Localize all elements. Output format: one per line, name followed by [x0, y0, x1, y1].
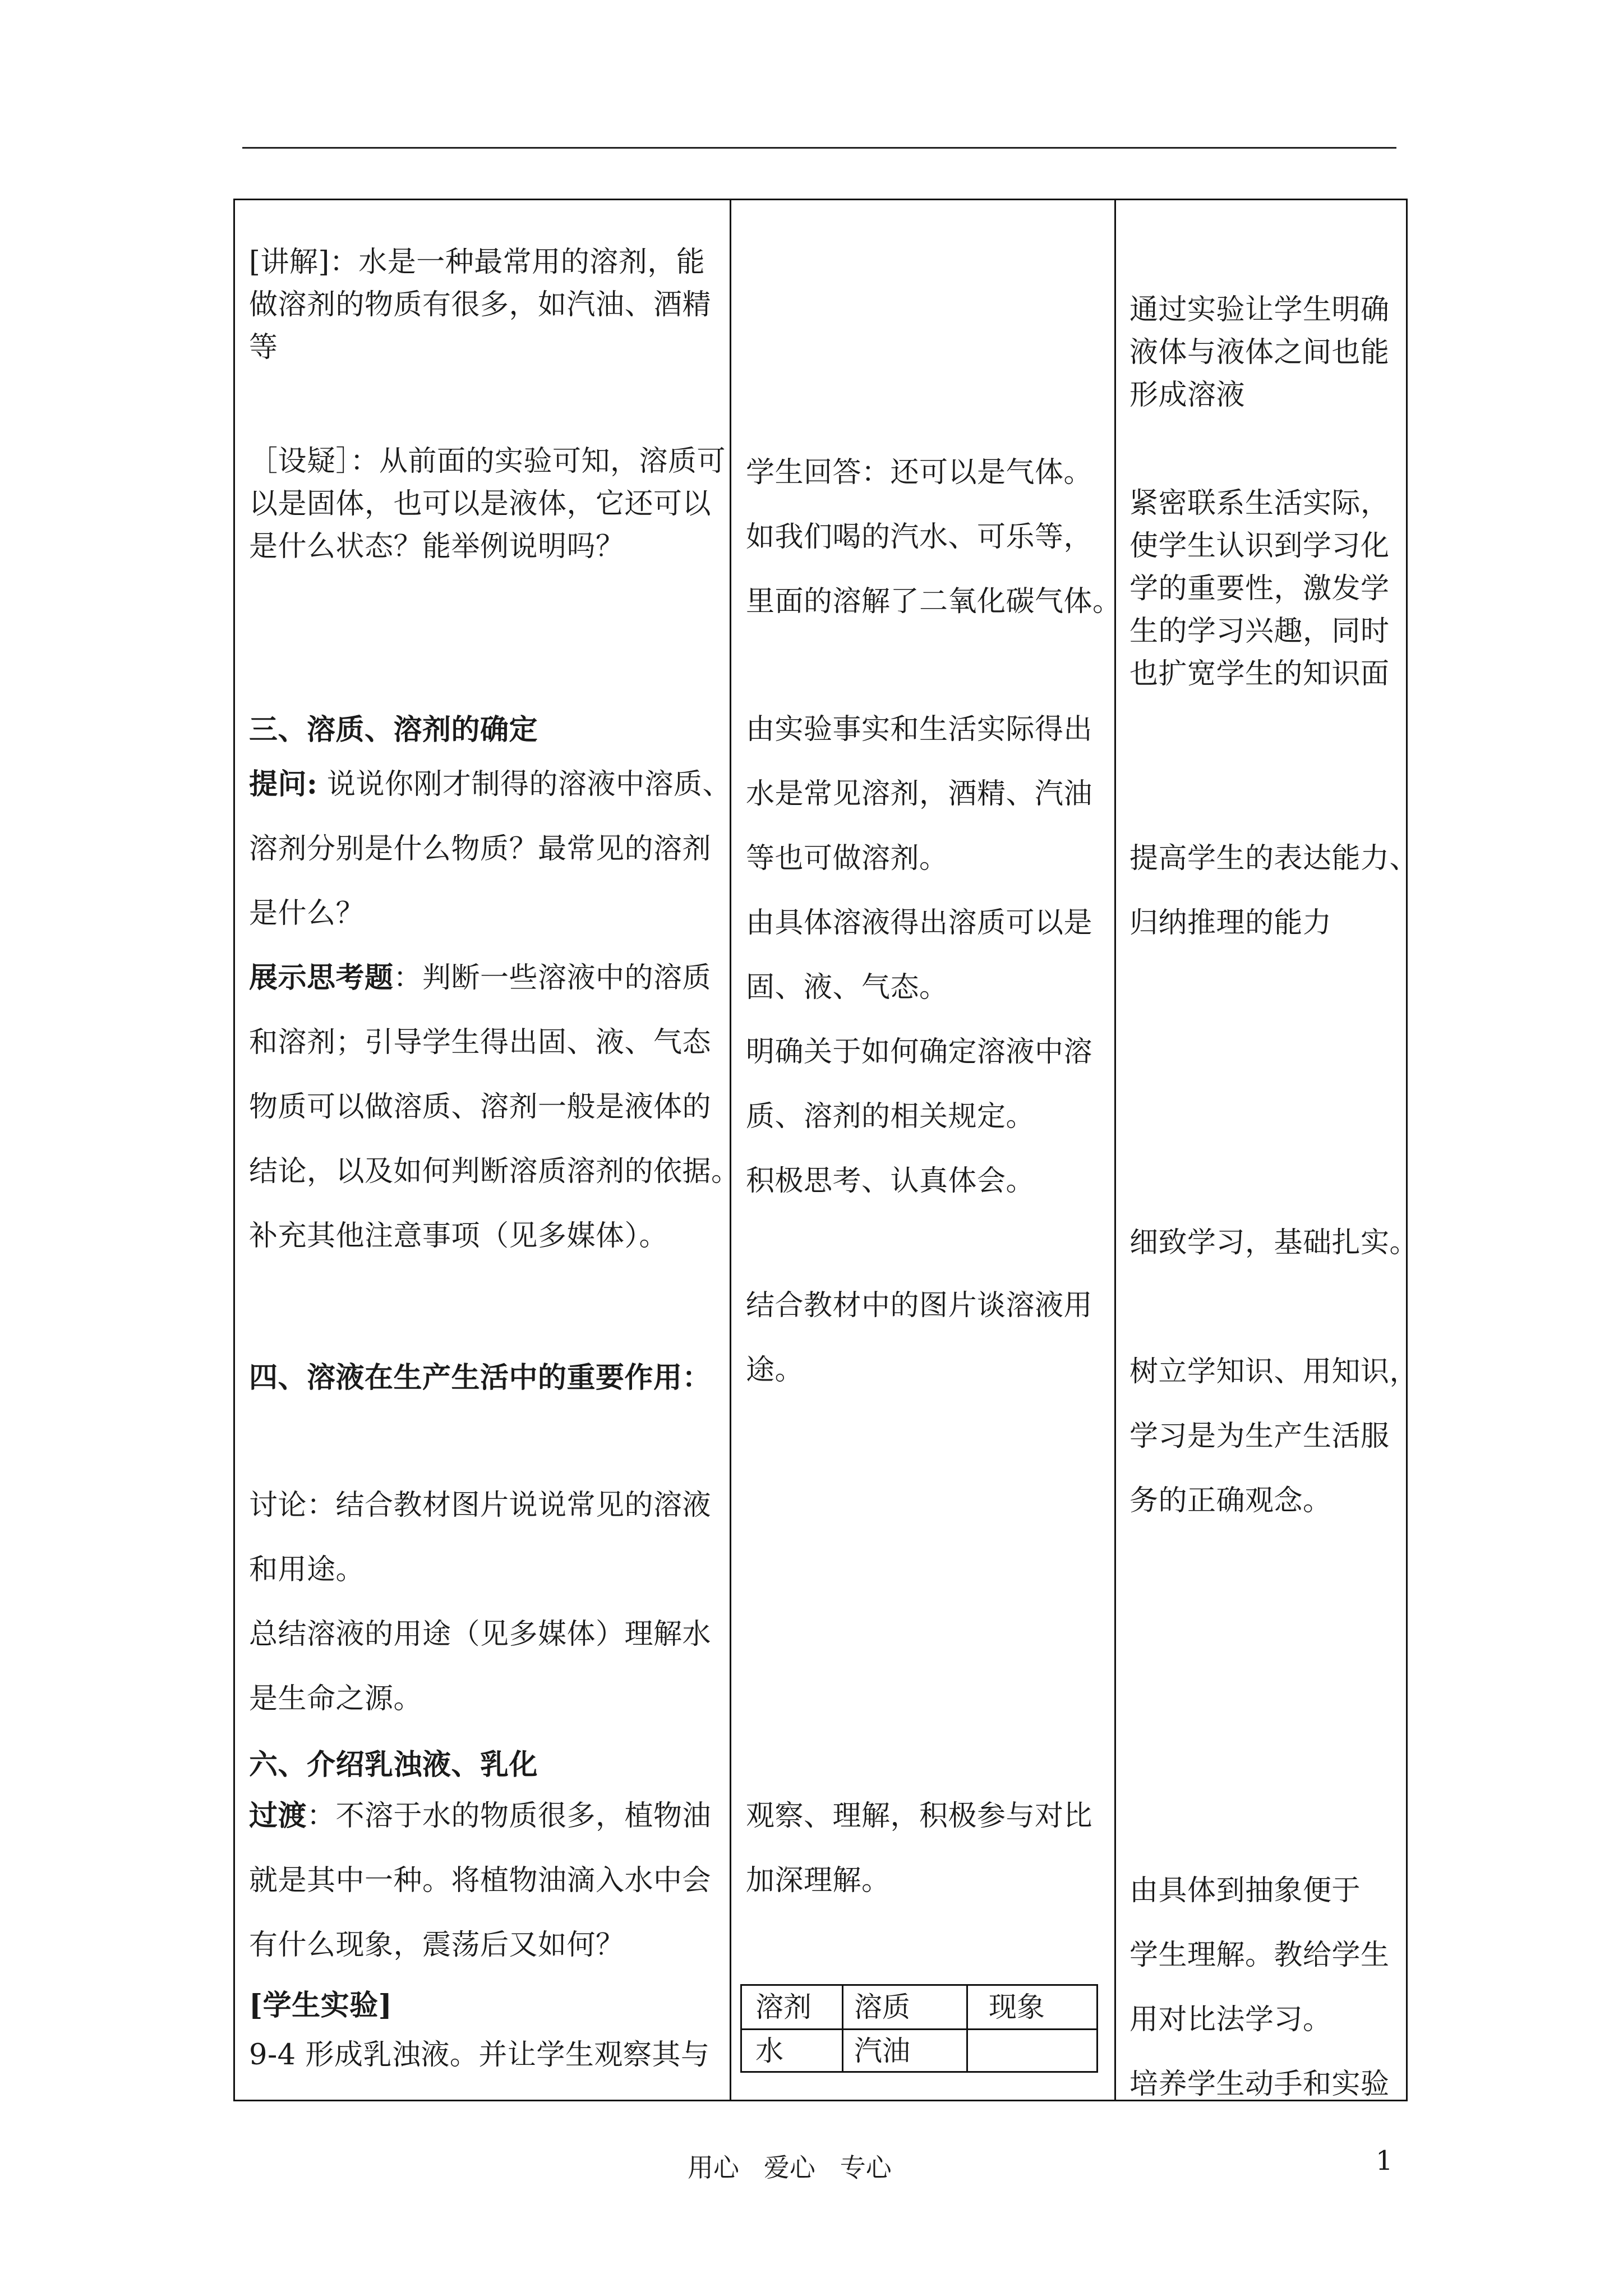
observation-text: 观察、理解，积极参与对比 加深理解。 — [746, 1800, 1093, 1897]
transition-text: ：不溶于水的物质很多，植物油 就是其中一种。将植物油滴入水中会 有什么现象，震荡后又如何？ — [249, 1800, 712, 1962]
thinking-question-label: 展示思考题 — [249, 961, 394, 995]
intent-knowledge-use-text: 树立学知识、用知识， 学习是为生产生活服 务的正确观念。 — [1129, 1355, 1419, 1517]
observation-cell-solvent: 水 — [755, 2035, 783, 2067]
student-experiment-text: 9-4 形成乳浊液。并让学生观察其与 — [249, 2039, 710, 2072]
student-activity-text: 由实验事实和生活实际得出 水是常见溶剂，酒精、汽油 等也可做溶剂。 由具体溶液得出溶质可以是 固、液、气态。 明确关于如何确定溶液中溶 质、溶剂的相关规定。 积极思考、认真体会。 — [746, 713, 1093, 1198]
section-6-heading: 六、介绍乳浊液、乳化 — [249, 1748, 538, 1782]
observation-header-phenomenon: 现象 — [989, 1991, 1045, 2023]
intent-solid-study-text: 细致学习，基础扎实。 — [1129, 1226, 1419, 1259]
header-rule — [242, 147, 1396, 149]
discussion-text: 讨论：结合教材图片说说常见的溶液 和用途。 总结溶液的用途（见多媒体）理解水 是生命之源。 — [249, 1489, 712, 1715]
thinking-question-text: ：判断一些溶液中的溶质 和溶剂；引导学生得出固、液、气态 物质可以做溶质、溶剂一般是液体的 结论，以及如何判断溶质溶剂的依据。 补充其他注意事项（见多媒体）。 — [249, 961, 740, 1253]
section-4-heading: 四、溶液在生产生活中的重要作用： — [249, 1361, 712, 1395]
observation-header-solvent: 溶剂 — [755, 1991, 811, 2023]
question-paragraph — [249, 752, 731, 946]
question-setup-text: ［设疑］：从前面的实验可知，溶质可 以是固体，也可以是液体，它还可以 是什么状态？能举例说明吗？ — [249, 445, 726, 563]
intent-experiment-text: 通过实验让学生明确 液体与液体之间也能 形成溶液 — [1129, 293, 1390, 412]
solution-use-text: 结合教材中的图片谈溶液用 途。 — [746, 1289, 1093, 1387]
observation-cell-solute: 汽油 — [854, 2035, 910, 2067]
section-3-heading: 三、溶质、溶剂的确定 — [249, 713, 538, 747]
footer-motto: 用心 爱心 专心 — [688, 2152, 892, 2183]
student-answer-text: 学生回答：还可以是气体。 如我们喝的汽水、可乐等， 里面的溶解了二氧化碳气体。 — [746, 456, 1122, 618]
observation-table — [740, 1984, 1098, 2073]
explain-text: [讲解]：水是一种最常用的溶剂，能 做溶剂的物质有很多，如汽油、酒精 等 — [249, 246, 712, 364]
question-label: 提问: — [249, 767, 318, 801]
observation-table-col-divider-1 — [842, 1986, 843, 2071]
thinking-question-paragraph — [249, 946, 740, 1268]
intent-expression-text: 提高学生的表达能力、 归纳推理的能力 — [1129, 842, 1419, 940]
page-number: 1 — [1376, 2145, 1393, 2177]
question-text: 说说你刚才制得的溶液中溶质、 溶剂分别是什么物质？最常见的溶剂 是什么？ — [249, 768, 732, 930]
observation-header-solute: 溶质 — [854, 1991, 910, 2023]
student-experiment-label: [学生实验] — [249, 1989, 393, 2022]
transition-paragraph — [249, 1784, 711, 1977]
transition-label: 过渡 — [249, 1799, 307, 1833]
observation-table-row-divider — [742, 2028, 1096, 2030]
intent-life-connection-text: 紧密联系生活实际， 使学生认识到学习化 学的重要性，激发学 生的学习兴趣，同时 也扩宽学生的知识面 — [1129, 487, 1390, 691]
observation-table-col-divider-2 — [966, 1986, 968, 2071]
intent-contrast-method-text: 由具体到抽象便于 学生理解。教给学生 用对比法学习。 培养学生动手和实验 — [1129, 1874, 1390, 2101]
